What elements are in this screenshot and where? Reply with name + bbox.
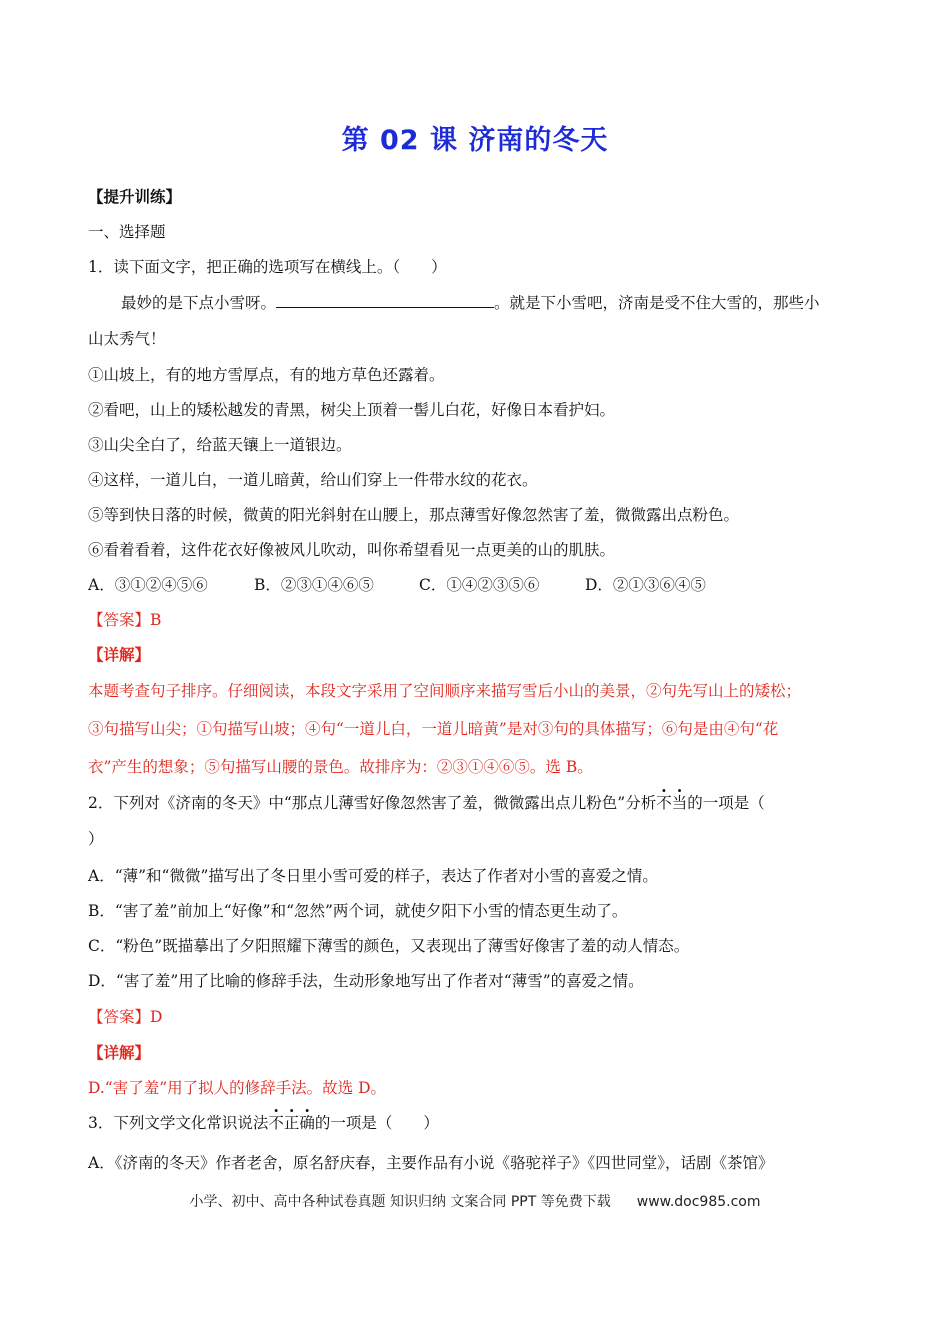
q1-item: ③山尖全白了，给蓝天镶上一道银边。 — [88, 436, 352, 454]
q2-stem-close: ） — [88, 830, 104, 848]
emphasis-char: 不 — [656, 794, 672, 812]
q1-item: ⑥看着看着，这件花衣好像被风儿吹动，叫你希望看见一点更美的山的肌肤。 — [88, 541, 616, 559]
q1-explain-line: ③句描写山尖；①句描写山坡；④句“一道儿白，一道儿暗黄”是对③句的具体描写；⑥句是由④句“花 — [88, 720, 779, 738]
q2-explain-label: 【详解】 — [88, 1043, 151, 1062]
q1-option-c: C．①④②③⑤⑥ — [419, 576, 540, 594]
q1-options — [88, 574, 706, 596]
q3-stem-text: 3．下列文学文化常识说法 — [88, 1114, 269, 1132]
q2-option-b: B．“害了羞”前加上“好像”和“忽然”两个词，就使夕阳下小雪的情态更生动了。 — [88, 902, 628, 920]
q2-stem — [88, 792, 765, 814]
page-footer — [0, 1191, 950, 1211]
q1-item: ①山坡上，有的地方雪厚点，有的地方草色还露着。 — [88, 366, 445, 384]
emphasis-char: 不 — [268, 1114, 284, 1132]
q2-option-d: D．“害了羞”用了比喻的修辞手法，生动形象地写出了作者对“薄雪”的喜爱之情。 — [88, 972, 644, 990]
emphasis-char: 当 — [671, 794, 688, 812]
answer-blank — [276, 292, 494, 308]
q2-explain: D.“害了羞”用了拟人的修辞手法。故选 D。 — [88, 1079, 387, 1097]
q1-explain-label: 【详解】 — [88, 645, 151, 664]
q3-stem — [88, 1112, 439, 1134]
q1-item: ②看吧，山上的矮松越发的青黑，树尖上顶着一髻儿白花，好像日本看护妇。 — [88, 401, 616, 419]
q1-explain-line: 衣”产生的想象；⑤句描写山腰的景色。故排序为：②③①④⑥⑤。选 B。 — [88, 758, 593, 776]
q1-answer: 【答案】B — [88, 611, 162, 629]
q1-item: ⑤等到快日落的时候，微黄的阳光斜射在山腰上，那点薄雪好像忽然害了羞，微微露出点粉色。 — [88, 506, 740, 524]
q1-passage-start: 最妙的是下点小雪呀。 — [121, 294, 277, 312]
q1-explain-line: 本题考查句子排序。仔细阅读，本段文字采用了空间顺序来描写雪后小山的美景，②句先写山上的矮松； — [88, 682, 802, 700]
q1-passage-line — [121, 292, 820, 314]
q1-option-d: D．②①③⑥④⑤ — [585, 576, 706, 594]
emphasis-char: 正 — [283, 1114, 300, 1132]
q1-option-b: B．②③①④⑥⑤ — [254, 576, 374, 594]
q3-stem-tail: 的一项是（ ） — [314, 1114, 439, 1132]
q2-option-a: A．“薄”和“微微”描写出了冬日里小雪可爱的样子，表达了作者对小雪的喜爱之情。 — [88, 867, 658, 885]
q2-stem-tail: 的一项是（ — [687, 794, 765, 812]
q1-passage-mid: 。就是下小雪吧，济南是受不住大雪的，那些小 — [494, 294, 820, 312]
q1-option-a: A．③①②④⑤⑥ — [88, 576, 208, 594]
footer-text: 小学、初中、高中各种试卷真题 知识归纳 文案合同 PPT 等免费下载 — [189, 1194, 611, 1210]
emphasis-char: 确 — [299, 1114, 315, 1132]
page-title: 第 02 课 济南的冬天 — [341, 125, 609, 156]
q2-answer: 【答案】D — [88, 1008, 163, 1026]
q3-option-a: A．《济南的冬天》作者老舍，原名舒庆春，主要作品有小说《骆驼祥子》《四世同堂》，话剧《茶馆》 — [88, 1154, 774, 1172]
q1-passage-end: 山太秀气！ — [88, 330, 166, 348]
footer-url[interactable]: www.doc985.com — [636, 1194, 761, 1210]
section-heading: 【提升训练】 — [88, 187, 182, 206]
q1-item: ④这样，一道儿白，一道儿暗黄，给山们穿上一件带水纹的花衣。 — [88, 471, 538, 489]
q2-stem-text: 2．下列对《济南的冬天》中“那点儿薄雪好像忽然害了羞，微微露出点儿粉色”分析 — [88, 794, 657, 812]
q1-stem: 1．读下面文字，把正确的选项写在横线上。（ ） — [88, 258, 447, 276]
part-heading: 一、选择题 — [88, 223, 166, 241]
q2-option-c: C．“粉色”既描摹出了夕阳照耀下薄雪的颜色，又表现出了薄雪好像害了羞的动人情态。 — [88, 937, 690, 955]
